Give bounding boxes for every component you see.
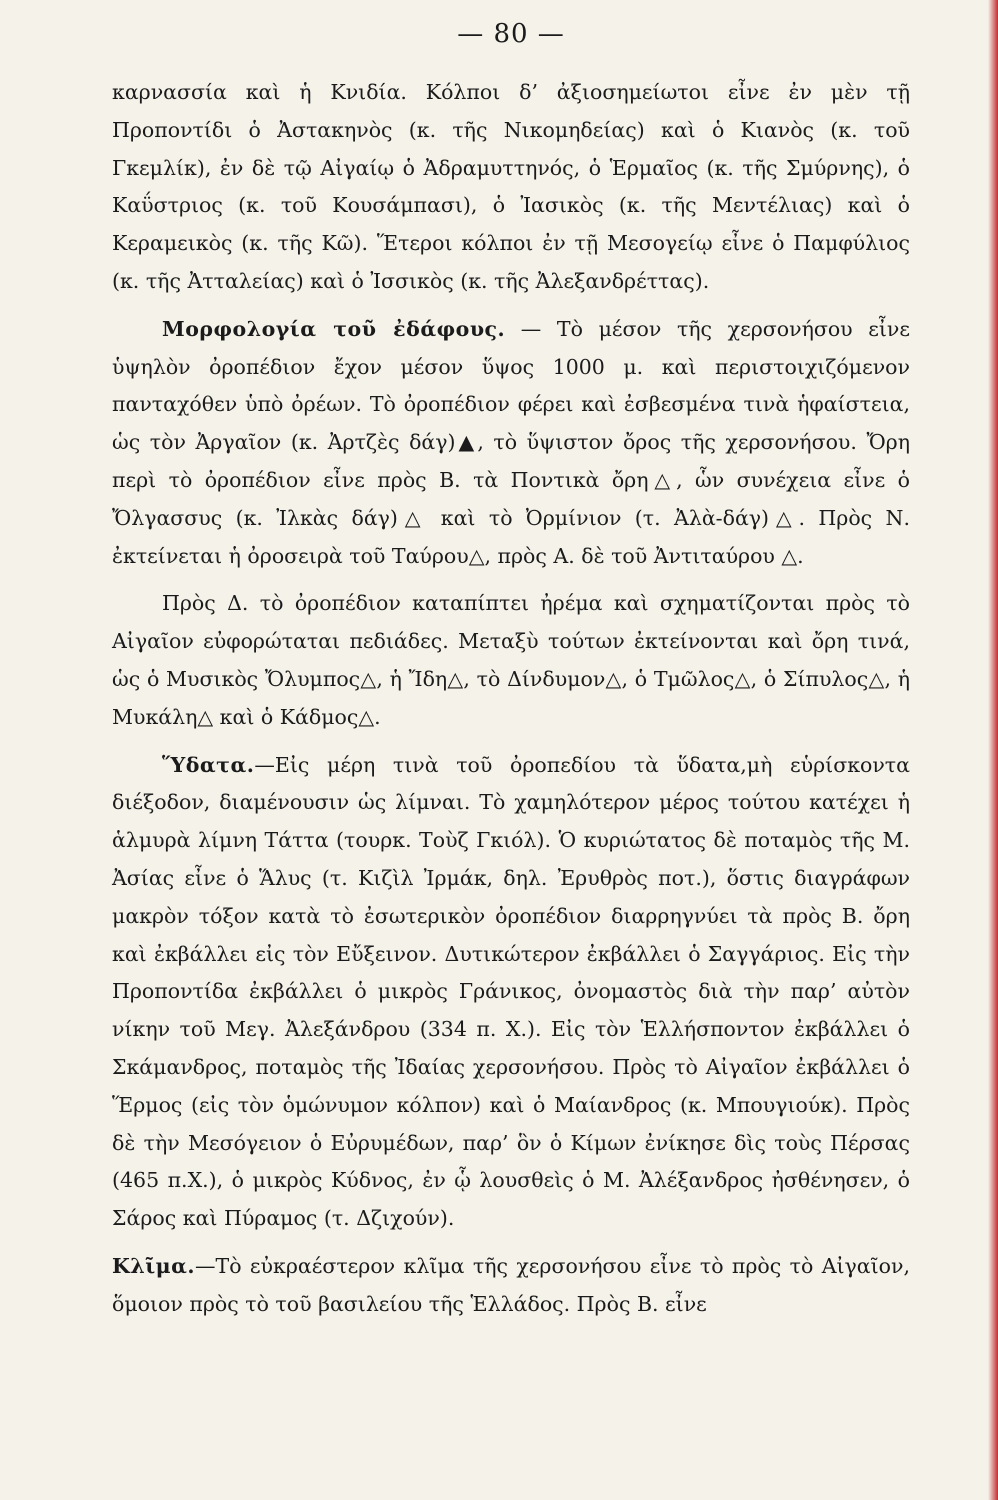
paragraph-climate <box>112 1248 910 1324</box>
section-heading-waters: Ὕδατα. <box>162 752 255 777</box>
paragraph-west-plateau <box>112 585 910 736</box>
paragraph-text: Πρὸς Δ. τὸ ὀροπέδιον καταπίπτει ἠρέμα καὶ σχηματίζονται πρὸς τὸ Αἰγαῖον εὐφορώταται πεδιάδες. Μεταξὺ τούτων ἐκτείνονται καὶ ὄρη τινά, ὡς ὁ Μυσικὸς Ὄλυμπος△, ἡ Ἴδη△, τὸ Δίνδυμον△, ὁ Τμῶλος△, ὁ Σίπυλος△, ἡ Μυκάλη△ καὶ ὁ Κάδμος△. <box>112 591 910 729</box>
paragraph-morphology <box>112 311 910 576</box>
page-number: — 80 — <box>457 19 565 49</box>
paragraph-text: καρνασσία καὶ ἡ Κνιδία. Κόλποι δ’ ἀξιοσημείωτοι εἶνε ἐν μὲν τῇ Προποντίδι ὁ Ἀστακηνὸς (κ. τῆς Νικομηδείας) καὶ ὁ Κιανὸς (κ. τοῦ Γκεμλίκ), ἐν δὲ τῷ Αἰγαίῳ ὁ Ἀδραμυττηνός, ὁ Ἑρμαῖος (κ. τῆς Σμύρνης), ὁ Καΰστριος (κ. τοῦ Κουσάμπασι), ὁ Ἰασικὸς (κ. τῆς Μεντέλιας) καὶ ὁ Κεραμεικὸς (κ. τῆς Κῶ). Ἕτεροι κόλποι ἐν τῇ Μεσογείῳ εἶνε ὁ Παμφύλιος (κ. τῆς Ἀτταλείας) καὶ ὁ Ἰσσικὸς (κ. τῆς Ἀλεξανδρέττας). <box>112 80 910 293</box>
paragraph-text: — Τὸ μέσον τῆς χερσονήσου εἶνε ὑψηλὸν ὀροπέδιον ἔχον μέσον ὕψος 1000 μ. καὶ περιστοιχιζόμενον πανταχόθεν ὑπὸ ὀρέων. Τὸ ὀροπέδιον φέρει καὶ ἐσβεσμένα τινὰ ἡφαίστεια, ὡς τὸν Ἀργαῖον (κ. Ἀρτζὲς δάγ)▲, τὸ ὕψιστον ὄρος τῆς χερσονήσου. Ὄρη περὶ τὸ ὀροπέδιον εἶνε πρὸς Β. τὰ Ποντικὰ ὄρη△, ὧν συνέχεια εἶνε ὁ Ὄλγασσυς (κ. Ἰλκὰς δάγ)△ καὶ τὸ Ὀρμίνιον (τ. Ἀλὰ-δάγ)△. Πρὸς Ν. ἐκτείνεται ἡ ὀροσειρὰ τοῦ Ταύρου△, πρὸς Α. δὲ τοῦ Ἀντιταύρου △. <box>112 316 911 568</box>
paragraph-text: —Εἰς μέρη τινὰ τοῦ ὀροπεδίου τὰ ὕδατα,μὴ εὑρίσκοντα διέξοδον, διαμένουσιν ὡς λίμναι. Τὸ χαμηλότερον μέρος τούτου κατέχει ἡ ἁλμυρὰ λίμνη Τάττα (τουρκ. Τοὺζ Γκιόλ). Ὁ κυριώτατος δὲ ποταμὸς τῆς Μ. Ἀσίας εἶνε ὁ Ἅλυς (τ. Κιζὶλ Ἰρμάκ, δηλ. Ἐρυθρὸς ποτ.), ὅστις διαγράφων μακρὸν τόξον κατὰ τὸ ἐσωτερικὸν ὀροπέδιον διαρρηγνύει τὰ πρὸς Β. ὄρη καὶ ἐκβάλλει εἰς τὸν Εὔξεινον. Δυτικώτερον ἐκβάλλει ὁ Σαγγάριος. Εἰς τὴν Προποντίδα ἐκβάλλει ὁ μικρὸς Γράνικος, ὀνομαστὸς διὰ τὴν παρ’ αὐτὸν νίκην τοῦ Μεγ. Ἀλεξάνδρου (334 π. Χ.). Εἰς τὸν Ἑλλήσποντον ἐκβάλλει ὁ Σκάμανδρος, ποταμὸς τῆς Ἰδαίας χερσονήσου. Πρὸς τὸ Αἰγαῖον ἐκβάλλει ὁ Ἕρμος (εἰς τὸν ὁμώνυμον κόλπον) καὶ ὁ Μαίανδρος (κ. Μπουγιούκ). Πρὸς δὲ τὴν Μεσόγειον ὁ Εὐρυμέδων, παρ’ ὃν ὁ Κίμων ἐνίκησε δὶς τοὺς Πέρσας (465 π.Χ.), ὁ μικρὸς Κύδνος, ἐν ᾧ λουσθεὶς ὁ Μ. Ἀλέξανδρος ἠσθένησεν, ὁ Σάρος καὶ Πύραμος (τ. Δζιχούν). <box>112 752 910 1231</box>
paragraph-waters <box>112 747 910 1238</box>
paragraph-gulfs <box>112 74 910 301</box>
section-heading-climate: Κλῖμα. <box>112 1253 196 1278</box>
section-heading-morphology: Μορφολογία τοῦ ἐδάφους. <box>162 316 506 341</box>
paragraph-text: —Τὸ εὐκραέστερον κλῖμα τῆς χερσονήσου εἶνε τὸ πρὸς τὸ Αἰγαῖον, ὅμοιον πρὸς τὸ τοῦ βασιλείου τῆς Ἑλλάδος. Πρὸς Β. εἶνε <box>112 1253 910 1316</box>
